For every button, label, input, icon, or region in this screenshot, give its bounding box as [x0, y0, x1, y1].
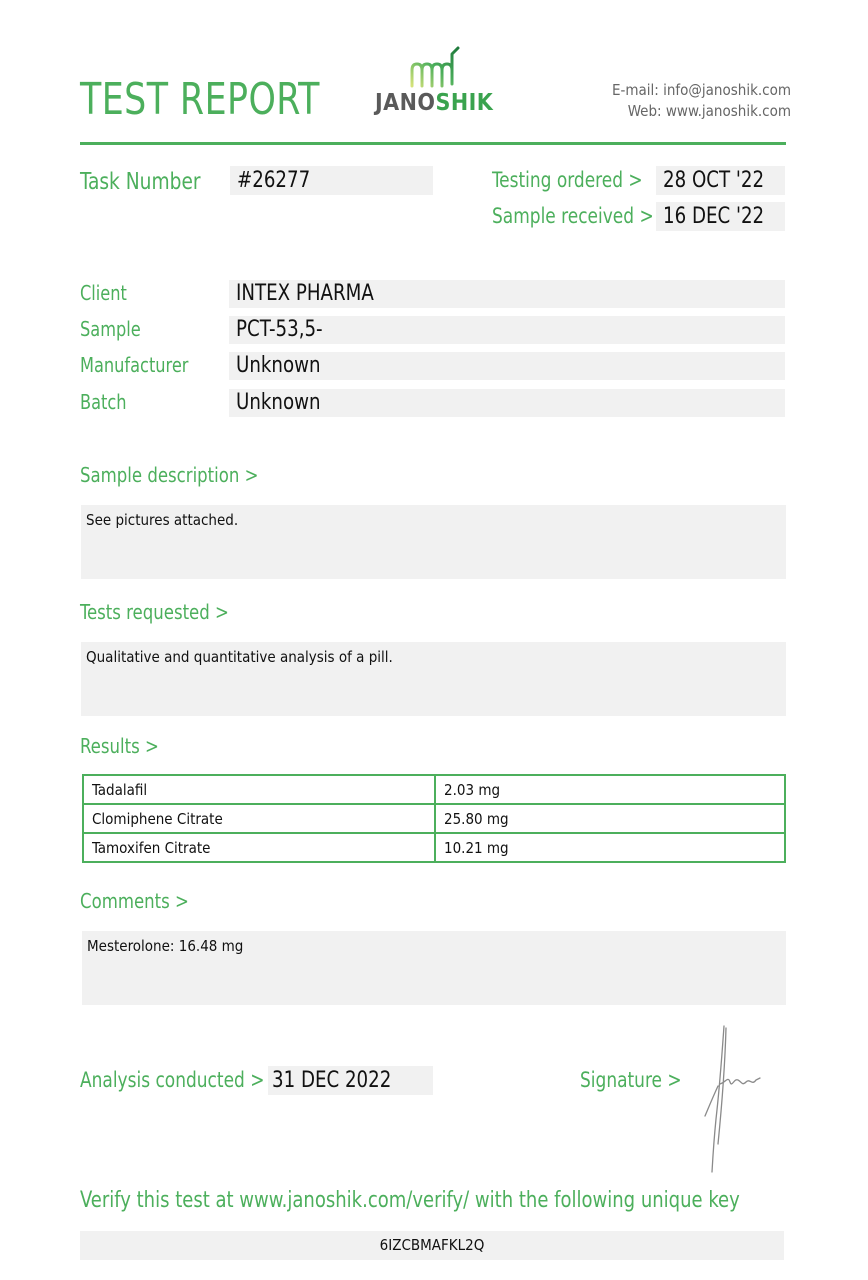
batch-value: Unknown: [236, 390, 321, 415]
batch-field: [229, 389, 785, 417]
bar-chart-arrow-icon: [372, 44, 502, 92]
amount-cell: 10.21 mg: [435, 833, 785, 862]
manufacturer-label: Manufacturer: [80, 353, 189, 377]
logo-text-accent: SHIK: [435, 90, 494, 116]
logo-text-dark: JANO: [375, 90, 436, 116]
tests-requested-heading: Tests requested >: [80, 600, 229, 624]
manufacturer-field: [229, 352, 785, 380]
contact-email: E-mail: info@janoshik.com: [611, 81, 791, 99]
results-heading: Results >: [80, 734, 159, 758]
amount-cell: 25.80 mg: [435, 804, 785, 833]
substance-cell: Clomiphene Citrate: [83, 804, 435, 833]
header-divider: [80, 142, 786, 145]
janoshik-logo: [372, 44, 502, 122]
batch-label: Batch: [80, 390, 127, 414]
sample-received-label: Sample received >: [492, 204, 654, 228]
sample-received-field: [656, 202, 785, 231]
table-row: [83, 804, 785, 833]
signature-icon: [700, 1024, 770, 1174]
sample-description-text: See pictures attached.: [86, 511, 239, 529]
sample-description-heading: Sample description >: [80, 463, 259, 487]
contact-info: [612, 80, 791, 122]
testing-ordered-field: [656, 166, 785, 195]
client-label: Client: [80, 281, 127, 305]
table-row: [83, 775, 785, 804]
task-number-value: #26277: [237, 168, 311, 193]
page-title: TEST REPORT: [80, 74, 320, 125]
signature-label: Signature >: [580, 1068, 682, 1092]
unique-key-field: [80, 1231, 784, 1260]
tests-requested-box: [81, 642, 786, 716]
amount-cell: 2.03 mg: [435, 775, 785, 804]
task-number-field: [230, 166, 433, 195]
verify-instructions: Verify this test at www.janoshik.com/verify/ with the following unique key: [80, 1188, 740, 1213]
comments-text: Mesterolone: 16.48 mg: [87, 937, 244, 955]
analysis-conducted-value: 31 DEC 2022: [272, 1068, 392, 1093]
substance-cell: Tamoxifen Citrate: [83, 833, 435, 862]
testing-ordered-label: Testing ordered >: [492, 168, 643, 192]
task-number-label: Task Number: [80, 169, 201, 195]
sample-value: PCT-53,5-: [236, 317, 323, 342]
tests-requested-text: Qualitative and quantitative analysis of a pill.: [86, 648, 393, 666]
table-row: [83, 833, 785, 862]
logo-wordmark: [375, 90, 493, 116]
analysis-conducted-label: Analysis conducted >: [80, 1068, 265, 1092]
sample-description-box: [81, 505, 786, 579]
results-table: [82, 774, 786, 863]
sample-received-value: 16 DEC '22: [663, 204, 765, 229]
comments-box: [82, 931, 786, 1005]
testing-ordered-value: 28 OCT '22: [663, 168, 765, 193]
sample-label: Sample: [80, 317, 141, 341]
client-field: [229, 280, 785, 308]
unique-key-value: 6IZCBMAFKL2Q: [379, 1236, 485, 1254]
client-value: INTEX PHARMA: [236, 281, 374, 306]
sample-field: [229, 316, 785, 344]
substance-cell: Tadalafil: [83, 775, 435, 804]
analysis-conducted-field: [268, 1066, 433, 1095]
comments-heading: Comments >: [80, 889, 189, 913]
manufacturer-value: Unknown: [236, 353, 321, 378]
contact-web: Web: www.janoshik.com: [627, 102, 791, 120]
